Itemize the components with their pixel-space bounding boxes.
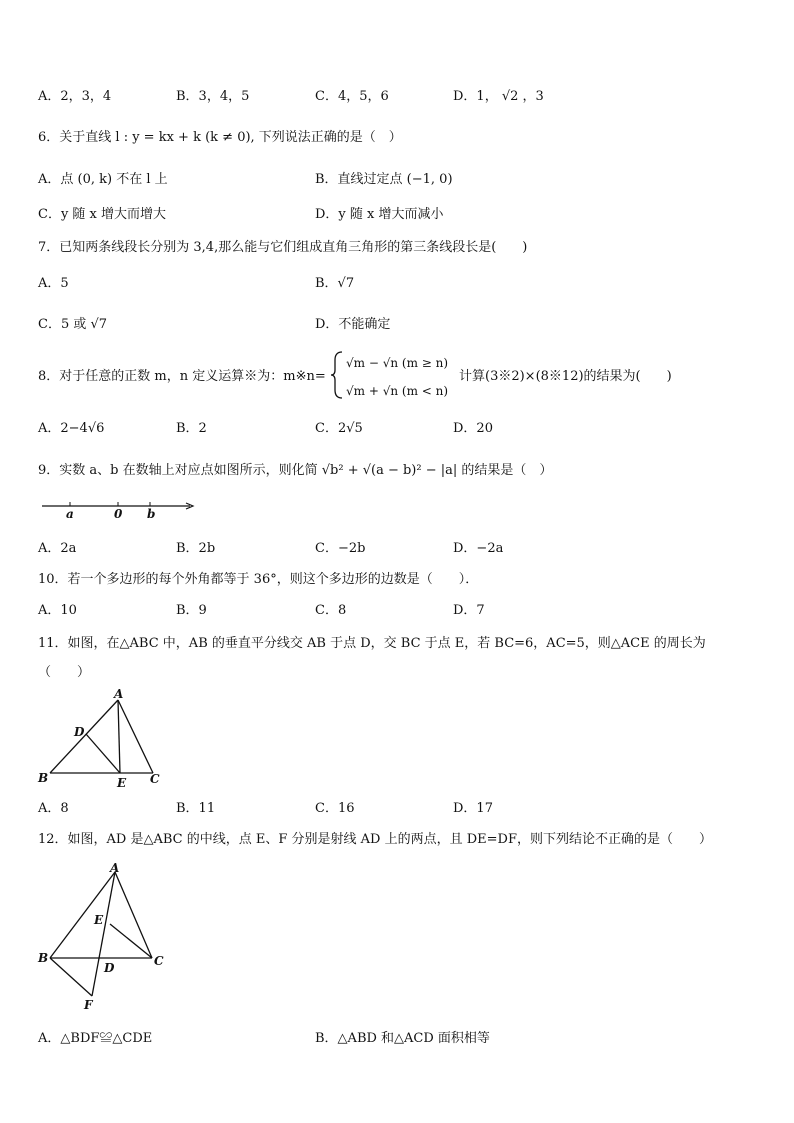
q11-label-d: D (74, 725, 85, 739)
q8-brace (330, 350, 344, 400)
q12-figure (36, 862, 176, 1012)
q11-label-a: A (114, 687, 124, 701)
q8-option-b: B．2 (176, 421, 207, 436)
q11-label-b: B (38, 771, 49, 785)
q11-stem-line-2: （ ） (38, 665, 91, 680)
q6-option-c: C．y 随 x 增大而增大 (38, 207, 167, 222)
q9-axis-label-0: 0 (114, 507, 123, 521)
q9-stem: 9．实数 a、b 在数轴上对应点如图所示，则化简 √b² + √(a − b)² − |a| 的结果是（ ） (38, 463, 553, 478)
q7-option-b: B．√7 (315, 276, 355, 291)
q6-stem: 6．关于直线 l : y = kx + k (k ≠ 0), 下列说法正确的是（ ） (38, 130, 402, 145)
q6-option-d: D．y 随 x 增大而减小 (315, 207, 444, 222)
q7-option-d: D．不能确定 (315, 317, 391, 332)
q11-label-e: E (117, 776, 127, 790)
q12-option-a: A．△BDF≌△CDE (38, 1031, 153, 1046)
q9-option-a: A．2a (38, 541, 77, 556)
q7-option-a: A．5 (38, 276, 69, 291)
q11-figure (36, 687, 176, 790)
q6-option-a: A．点 (0, k) 不在 l 上 (38, 172, 168, 187)
q9-option-c: C．−2b (315, 541, 366, 556)
q11-option-d: D．17 (453, 801, 493, 816)
q9-axis-label-a: a (66, 507, 74, 521)
q8-stem-right: 计算(3※2)×(8※12)的结果为( ) (459, 369, 672, 384)
q11-option-c: C．16 (315, 801, 355, 816)
q12-stem: 12．如图，AD 是△ABC 的中线，点 E、F 分别是射线 AD 上的两点，且 DE=DF，则下列结论不正确的是（ ） (38, 832, 712, 847)
q12-label-d: D (104, 961, 115, 975)
q6-option-b: B．直线过定点 (−1, 0) (315, 172, 453, 187)
q8-case-1: √m − √n (m ≥ n) (346, 356, 449, 370)
q5-option-a: A．2，3，4 (38, 89, 112, 104)
q11-stem-line-1: 11．如图，在△ABC 中，AB 的垂直平分线交 AB 于点 D，交 BC 于点 E，若 BC=6，AC=5，则△ACE 的周长为 (38, 636, 706, 651)
q9-option-d: D．−2a (453, 541, 504, 556)
q12-label-e: E (94, 913, 104, 927)
q9-axis-label-b: b (147, 507, 156, 521)
q8-case-2: √m + √n (m < n) (346, 384, 449, 398)
q11-label-c: C (150, 772, 160, 786)
q11-option-b: B．11 (176, 801, 216, 816)
q8-option-d: D．20 (453, 421, 493, 436)
q8-option-a: A．2−4√6 (38, 421, 105, 436)
q8-option-c: C．2√5 (315, 421, 363, 436)
q7-stem: 7．已知两条线段长分别为 3,4,那么能与它们组成直角三角形的第三条线段长是( ) (38, 240, 528, 255)
q10-option-c: C．8 (315, 603, 347, 618)
q9-number-line (40, 498, 200, 521)
q12-label-f: F (84, 998, 93, 1012)
q10-option-d: D．7 (453, 603, 485, 618)
q10-option-b: B．9 (176, 603, 207, 618)
q11-option-a: A．8 (38, 801, 69, 816)
q10-option-a: A．10 (38, 603, 77, 618)
q7-option-c: C．5 或 √7 (38, 317, 108, 332)
q12-option-b: B．△ABD 和△ACD 面积相等 (315, 1031, 490, 1046)
q12-label-c: C (154, 954, 164, 968)
q12-label-b: B (38, 951, 49, 965)
q12-label-a: A (110, 861, 120, 875)
q8-stem-left: 8．对于任意的正数 m，n 定义运算※为：m※n= (38, 369, 326, 384)
q5-option-d: D．1， √2 ，3 (453, 89, 544, 104)
q10-stem: 10．若一个多边形的每个外角都等于 36°，则这个多边形的边数是（ ）． (38, 572, 479, 587)
q5-option-c: C．4，5，6 (315, 89, 389, 104)
q5-option-b: B．3，4，5 (176, 89, 250, 104)
q9-option-b: B．2b (176, 541, 216, 556)
